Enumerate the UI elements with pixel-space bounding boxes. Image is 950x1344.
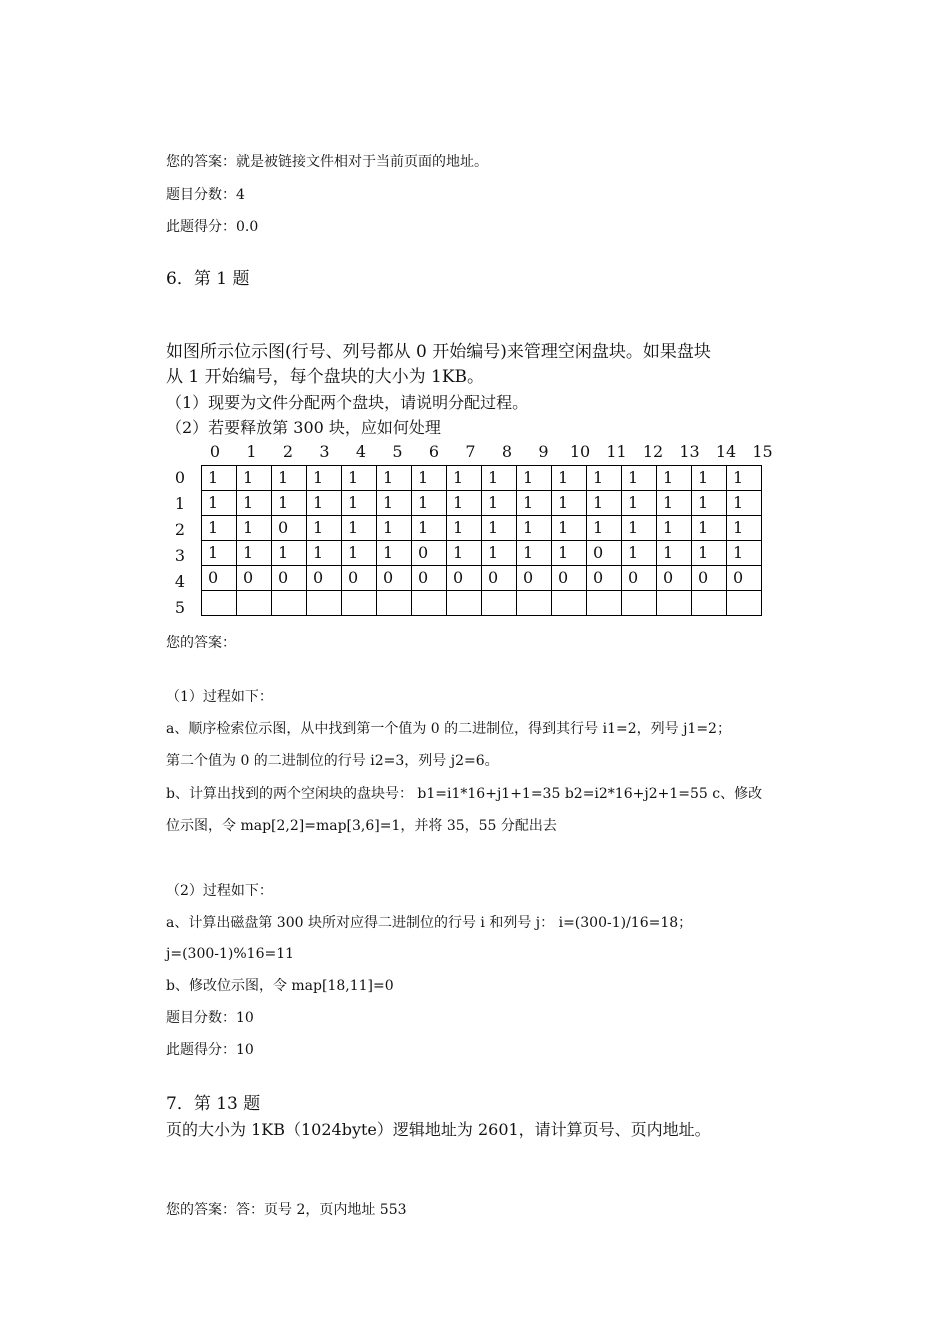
- bitmap-cell: [237, 591, 272, 616]
- bitmap-cell: [692, 591, 727, 616]
- bitmap-cell: 1: [517, 541, 552, 566]
- bitmap-cell: 1: [412, 466, 447, 491]
- bitmap-col-header: 12: [642, 442, 664, 461]
- bitmap-cell: 0: [552, 566, 587, 591]
- q6-prompt-line1: 如图所示位示图(行号、列号都从 0 开始编号)来管理空闲盘块。如果盘块: [166, 342, 711, 362]
- bitmap-cell: 0: [307, 566, 342, 591]
- bitmap-cell: 1: [692, 541, 727, 566]
- bitmap-cell: 1: [587, 491, 622, 516]
- bitmap-cell: 1: [727, 516, 762, 541]
- bitmap-cell: 1: [482, 516, 517, 541]
- bitmap-cell: 0: [482, 566, 517, 591]
- bitmap-row: [202, 516, 762, 541]
- q6-earned: 此题得分：10: [166, 1042, 254, 1058]
- bitmap-cell: 1: [447, 491, 482, 516]
- bitmap-cell: 1: [237, 491, 272, 516]
- q6-prompt-line2: 从 1 开始编号，每个盘块的大小为 1KB。: [166, 367, 485, 387]
- bitmap-cell: 1: [727, 466, 762, 491]
- q6-prompt-line3: （1）现要为文件分配两个盘块，请说明分配过程。: [166, 393, 529, 412]
- bitmap-row: [202, 491, 762, 516]
- bitmap-cell: 1: [412, 491, 447, 516]
- q6-ans2-b: b、修改位示图，令 map[18,11]=0: [166, 978, 394, 994]
- bitmap-cell: [307, 591, 342, 616]
- q6-score: 题目分数：10: [166, 1010, 254, 1026]
- bitmap-cell: 1: [272, 491, 307, 516]
- q6-answer-label: 您的答案：: [166, 635, 236, 651]
- bitmap-cell: [342, 591, 377, 616]
- bitmap-cell: 1: [727, 491, 762, 516]
- bitmap-row-label: 0: [174, 468, 186, 487]
- bitmap-col-header: 13: [679, 442, 700, 461]
- bitmap-row-label: 1: [174, 494, 186, 513]
- q6-ans1-a-line1: a、顺序检索位示图，从中找到第一个值为 0 的二进制位，得到其行号 i1=2，列号 j1=2；: [166, 721, 731, 737]
- bitmap-cell: 1: [412, 516, 447, 541]
- bitmap-col-header: 0: [209, 442, 221, 461]
- bitmap-row-label: 3: [174, 546, 186, 565]
- bitmap-cell: 1: [692, 466, 727, 491]
- bitmap-col-header: 8: [501, 442, 513, 461]
- bitmap-cell: 1: [377, 541, 412, 566]
- bitmap-cell: 1: [482, 541, 517, 566]
- q7-answer: 您的答案：答：页号 2，页内地址 553: [166, 1202, 407, 1218]
- bitmap-cell: 0: [447, 566, 482, 591]
- bitmap-cell: 1: [692, 491, 727, 516]
- bitmap-cell: [447, 591, 482, 616]
- bitmap-cell: 1: [447, 541, 482, 566]
- bitmap-cell: 0: [412, 566, 447, 591]
- bitmap-col-header: 6: [428, 442, 440, 461]
- bitmap-cell: 0: [342, 566, 377, 591]
- q6-ans2-a-line2: j=(300-1)%16=11: [166, 946, 295, 962]
- bitmap-cell: 1: [657, 541, 692, 566]
- bitmap-row-label: 4: [174, 572, 186, 591]
- bitmap-cell: 1: [517, 466, 552, 491]
- bitmap-cell: 1: [482, 466, 517, 491]
- bitmap-cell: 1: [657, 516, 692, 541]
- bitmap-row: [202, 566, 762, 591]
- bitmap-cell: 0: [202, 566, 237, 591]
- bitmap-cell: 0: [272, 566, 307, 591]
- bitmap-cell: [412, 591, 447, 616]
- q6-ans1-title: （1）过程如下：: [166, 689, 273, 705]
- bitmap-cell: [272, 591, 307, 616]
- bitmap-cell: [517, 591, 552, 616]
- q5-earned: 此题得分：0.0: [166, 219, 259, 235]
- bitmap-cell: [587, 591, 622, 616]
- q6-ans1-b-line1: b、计算出找到的两个空闲块的盘块号： b1=i1*16+j1+1=35 b2=i2*16+j2+1=55 c、修改: [166, 786, 763, 802]
- bitmap-cell: 1: [622, 541, 657, 566]
- bitmap-cell: [482, 591, 517, 616]
- bitmap-cell: 1: [272, 466, 307, 491]
- bitmap-cell: 1: [342, 516, 377, 541]
- bitmap-cell: 1: [447, 516, 482, 541]
- bitmap-cell: 1: [272, 541, 307, 566]
- bitmap-col-header: 14: [715, 442, 737, 461]
- bitmap-row: [202, 466, 762, 491]
- bitmap-row: [202, 541, 762, 566]
- bitmap-cell: 1: [622, 491, 657, 516]
- bitmap-cell: [657, 591, 692, 616]
- bitmap-cell: 1: [552, 516, 587, 541]
- bitmap-cell: 0: [727, 566, 762, 591]
- bitmap-cell: 0: [657, 566, 692, 591]
- bitmap-cell: 1: [307, 516, 342, 541]
- bitmap-col-header: 2: [282, 442, 294, 461]
- bitmap-table: [201, 465, 762, 616]
- bitmap-cell: 1: [307, 541, 342, 566]
- q6-heading: 6．第 1 题: [166, 269, 250, 289]
- bitmap-cell: 0: [412, 541, 447, 566]
- bitmap-cell: 1: [377, 466, 412, 491]
- q6-ans2-title: （2）过程如下：: [166, 883, 273, 899]
- bitmap-column-headers: [0, 441, 950, 463]
- bitmap-col-header: 4: [355, 442, 367, 461]
- bitmap-cell: [377, 591, 412, 616]
- bitmap-cell: 1: [657, 491, 692, 516]
- bitmap-col-header: 1: [246, 442, 257, 461]
- bitmap-cell: [552, 591, 587, 616]
- q6-ans1-b-line2: 位示图，令 map[2,2]=map[3,6]=1，并将 35，55 分配出去: [166, 818, 557, 834]
- bitmap-cell: [202, 591, 237, 616]
- bitmap-cell: 1: [517, 516, 552, 541]
- bitmap-cell: 0: [692, 566, 727, 591]
- q6-ans1-a-line2: 第二个值为 0 的二进制位的行号 i2=3，列号 j2=6。: [166, 753, 499, 769]
- bitmap-cell: 0: [587, 566, 622, 591]
- bitmap-cell: 0: [377, 566, 412, 591]
- bitmap-cell: 1: [237, 541, 272, 566]
- bitmap-col-header: 11: [606, 442, 627, 461]
- bitmap-cell: 1: [342, 491, 377, 516]
- bitmap-cell: 1: [342, 541, 377, 566]
- q7-heading: 7．第 13 题: [166, 1094, 261, 1114]
- bitmap-col-header: 15: [752, 442, 773, 461]
- bitmap-cell: 1: [552, 491, 587, 516]
- bitmap-row-label: 5: [174, 598, 186, 617]
- q5-score: 题目分数：4: [166, 187, 245, 203]
- bitmap-cell: 1: [307, 466, 342, 491]
- bitmap-cell: 0: [272, 516, 307, 541]
- q6-ans2-a-line1: a、计算出磁盘第 300 块所对应得二进制位的行号 i 和列号 j： i=(300-1)/16=18；: [166, 915, 693, 931]
- bitmap-cell: 1: [202, 516, 237, 541]
- bitmap-cell: 1: [587, 466, 622, 491]
- bitmap-cell: 1: [307, 491, 342, 516]
- bitmap-cell: 1: [552, 541, 587, 566]
- bitmap-row-label: 2: [174, 520, 186, 539]
- q6-prompt-line4: （2）若要释放第 300 块，应如何处理: [166, 418, 441, 437]
- bitmap-cell: 1: [202, 541, 237, 566]
- bitmap-cell: 1: [622, 466, 657, 491]
- bitmap-cell: 0: [237, 566, 272, 591]
- bitmap-cell: 1: [377, 491, 412, 516]
- bitmap-cell: 1: [657, 466, 692, 491]
- bitmap-cell: [727, 591, 762, 616]
- bitmap-cell: 1: [552, 466, 587, 491]
- bitmap-cell: 1: [342, 466, 377, 491]
- bitmap-col-header: 9: [538, 442, 549, 461]
- q5-answer: 您的答案：就是被链接文件相对于当前页面的地址。: [166, 154, 488, 170]
- bitmap-cell: [622, 591, 657, 616]
- bitmap-cell: 1: [237, 466, 272, 491]
- bitmap-cell: 1: [692, 516, 727, 541]
- bitmap-cell: 1: [237, 516, 272, 541]
- bitmap-col-header: 7: [465, 442, 476, 461]
- bitmap-cell: 0: [587, 541, 622, 566]
- bitmap-col-header: 3: [319, 442, 330, 461]
- bitmap-cell: 1: [482, 491, 517, 516]
- bitmap-cell: 0: [622, 566, 657, 591]
- bitmap-cell: 1: [622, 516, 657, 541]
- bitmap-col-header: 10: [569, 442, 591, 461]
- bitmap-cell: 1: [377, 516, 412, 541]
- bitmap-col-header: 5: [392, 442, 403, 461]
- bitmap-cell: 1: [447, 466, 482, 491]
- bitmap-cell: 0: [517, 566, 552, 591]
- q7-prompt: 页的大小为 1KB（1024byte）逻辑地址为 2601，请计算页号、页内地址。: [166, 1120, 711, 1139]
- bitmap-cell: 1: [517, 491, 552, 516]
- bitmap-cell: 1: [587, 516, 622, 541]
- bitmap-cell: 1: [202, 466, 237, 491]
- bitmap-row-labels: [168, 465, 192, 621]
- bitmap-row: [202, 591, 762, 616]
- bitmap-cell: 1: [727, 541, 762, 566]
- bitmap-cell: 1: [202, 491, 237, 516]
